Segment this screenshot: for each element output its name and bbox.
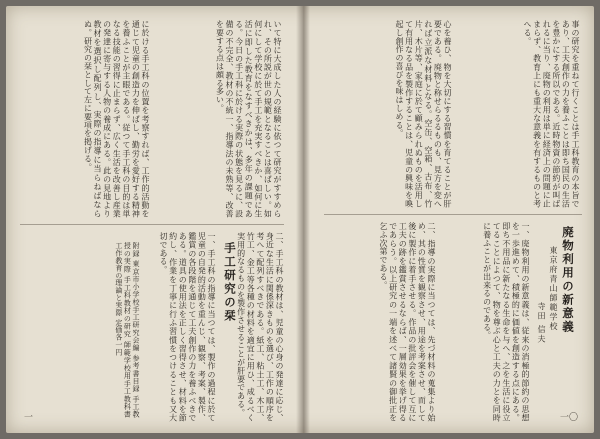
left-page: [6, 6, 298, 433]
right-bottom-right-text: 一、廃物利用の新意義は、従来の消極的節約の思想を一歩進めて、積極的に価値を創造する点にある。即ち不用品に新たなる生命を与へ、之を生活に役立てることによつて、物を尊ぶ心と工夫の力とを同時に養ふことが出来るのである。: [482, 222, 530, 422]
right-page-number: 一〇: [560, 413, 579, 423]
right-page: [310, 6, 594, 433]
right-section-rule: [324, 214, 582, 215]
right-author-affiliation: 東京府青山師範学校: [549, 246, 558, 332]
left-section-rule: [20, 224, 284, 225]
left-top-left-text: に於ける手工科の位置を考察すれば、工作的活動を通じて児童の創造力を伸ばし、勤労を愛好する精神を養ふことが主眼である。従つて手工科の目的は単なる技能の習得に止まらず、広く生活を改善し産業の発達に寄与する人物の養成にある。此の見地より教材を選択し配列し、実際の指導に当らねばならぬ。研究の栞として左に要項を掲げる。: [83, 20, 150, 218]
right-article-title: 廃物利用の新意義: [561, 226, 575, 334]
left-bottom-right-text: 二、手工科の教材は、児童の心身の発達に応じ、身近な生活に関係深きものを選び、工作の順序を考へて配列すべきである。紙工、粘土工、木工、竹工、金工等各種の材料を適宜に用ひ、成るべく実用的なるものを製作させることが肝要である。: [236, 232, 284, 422]
left-article-title: 手工研究の栞: [223, 242, 237, 323]
left-footnotes: 附録 東京市小学校手工研究会編 参考書目録 手工教授の実際 手工科教材の研究 師範学校用手工教科書 工作教育の理論と実際 定価各一円: [114, 242, 140, 418]
right-bottom-left-text: 二、指導の実際に当つては、先づ材料の蒐集より始め、其の性質を観察させ、用途を考案させ、而して後に製作に着手させる。作品の批評会を催して互に工夫の跡を鑑賞させるならば、一層効果を挙げ得るであらう。以上研究の一端を述べて諸賢の御批正を乞ふ次第である。: [379, 222, 436, 422]
left-page-number: 一: [24, 413, 34, 423]
right-author-name: 寺田 信夫: [537, 302, 546, 345]
right-top-left-text: 心を養ひ、物を大切にする習慣を育てることが肝要である。廃物と称せらるるものも、見方を変へれば立派な材料となる。空缶、空箱、古布、竹片、木片等、家庭に於て顧みられぬものを活用して有用なる品を製作することは、児童の興味を喚起し創作の喜びを味はしめる。: [395, 20, 452, 208]
left-top-right-text: いて特に大成した人の経験に依つて研究がすすめられ、その所説が世の規範となることは喜ばしい。如何にして学校に於て手工を充実すべきか、如何に生活に即した教育をなすべきかは、多年の課題である。今日の手工科に於ける実際の状態を見るに、設備の不完全、教材の不統一、指導法の未熟等、改善を要する点は頗る多い。: [215, 20, 282, 218]
book-gutter: [296, 6, 310, 433]
right-top-right-text: 事の研究を重ねて行くことは手工科教育の本旨であり、工夫創作の力を養ふことは即ち国民の生活を豊かにする所以である。近時物資の節約が叫ばれるに当り、廃物の利用は単に経済上の問題に止まらず、教育上にも重大な意義を有するものと考へる。: [523, 20, 580, 208]
left-bottom-left-text: 一、手工科の指導に当つては、製作の過程に於て児童の自発的活動を重んじ、観察、考案、製作、鑑賞の各段階を通じて工夫創作の力を養ふべきである。道具の使用法を正しく習得させ、材料を節約し、作業を丁寧に行ふ習慣をつけることも又大切である。: [159, 232, 216, 422]
book-spread: [6, 6, 594, 433]
